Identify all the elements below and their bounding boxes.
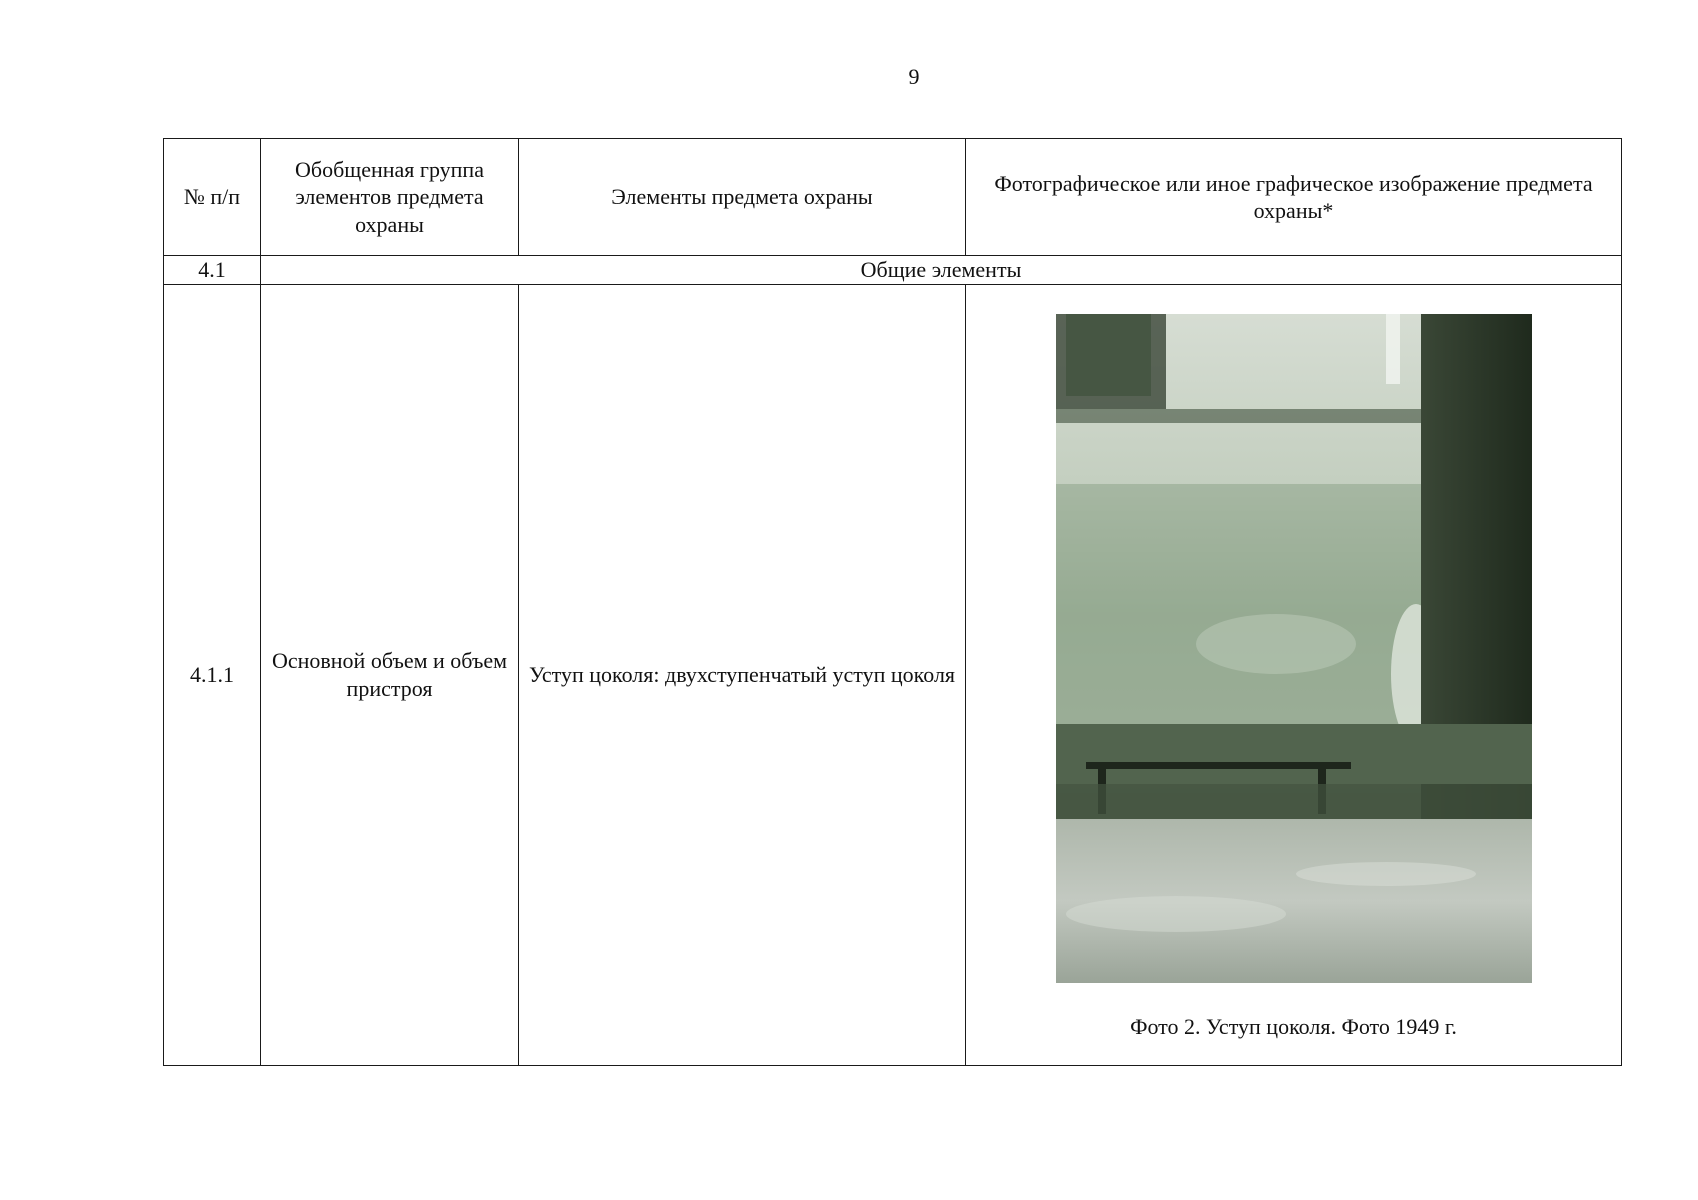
section-row bbox=[164, 256, 1622, 285]
row-photo-cell bbox=[966, 284, 1622, 1065]
page-number: 9 bbox=[908, 64, 920, 89]
row-group: Основной объем и объем пристроя bbox=[261, 284, 519, 1065]
plinth-photo-image bbox=[1056, 314, 1532, 983]
protection-table bbox=[163, 138, 1622, 1066]
plinth-photo bbox=[1056, 314, 1532, 983]
row-num: 4.1.1 bbox=[164, 284, 261, 1065]
header-group: Обобщенная группа элементов предмета охраны bbox=[261, 139, 519, 256]
row-elements: Уступ цоколя: двухступенчатый уступ цоколя bbox=[519, 284, 966, 1065]
section-title: Общие элементы bbox=[261, 256, 1622, 285]
photo-caption: Фото 2. Уступ цоколя. Фото 1949 г. bbox=[1130, 1013, 1457, 1039]
header-elements: Элементы предмета охраны bbox=[519, 139, 966, 256]
header-image: Фотографическое или иное графическое изображение предмета охраны* bbox=[966, 139, 1622, 256]
table-row bbox=[164, 284, 1622, 1065]
section-num: 4.1 bbox=[164, 256, 261, 285]
header-num: № п/п bbox=[164, 139, 261, 256]
table-header-row bbox=[164, 139, 1622, 256]
